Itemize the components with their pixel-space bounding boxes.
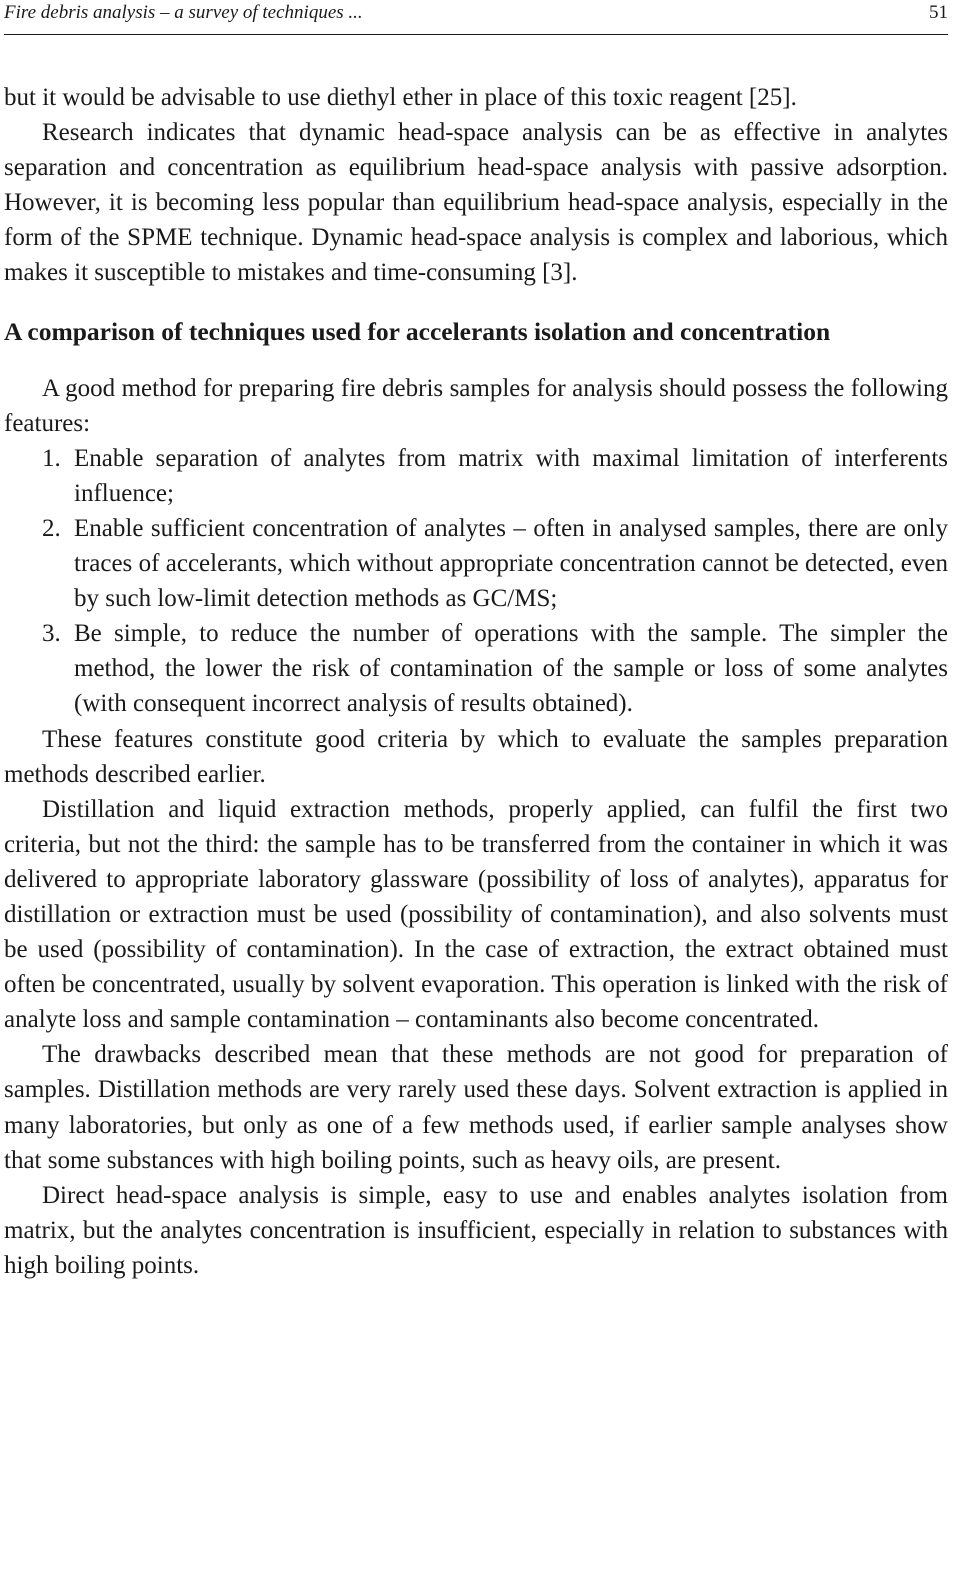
list-item-number: 3. bbox=[42, 620, 61, 648]
paragraph: These features constitute good criteria by which to evaluate the samples preparation methods described earlier. bbox=[4, 725, 948, 788]
list-item-text: Enable sufficient concentration of analytes – often in analysed samples, there are only traces of accelerants, which without appropriate concentration cannot be detected, even by such low-limit detection methods as GC/MS; bbox=[74, 514, 948, 613]
running-header bbox=[4, 0, 948, 26]
list-item bbox=[4, 616, 948, 721]
list-item bbox=[4, 441, 948, 511]
paragraph: but it would be advisable to use diethyl ether in place of this toxic reagent [25]. bbox=[4, 84, 797, 111]
paragraph: Research indicates that dynamic head-space analysis can be as effective in analytes separation and concentration as equilibrium head-space analysis with passive adsorption. However, it is becoming less popular than equilibrium head-space analysis, especially in the form of the SPME technique. Dynamic head-space analysis is complex and laborious, which makes it susceptible to mistakes and time-consuming [3]. bbox=[4, 119, 948, 287]
list-item-text: Be simple, to reduce the number of operations with the sample. The simpler the method, the lower the risk of contamination of the sample or loss of some analytes (with consequent incorrect analysis of results obtained). bbox=[74, 620, 948, 718]
section-heading: A comparison of techniques used for accelerants isolation and concentration bbox=[4, 316, 831, 346]
page-number: 51 bbox=[929, 2, 948, 23]
paragraph: A good method for preparing fire debris samples for analysis should possess the following features: bbox=[4, 374, 948, 437]
feature-list bbox=[4, 441, 948, 722]
paragraph: Distillation and liquid extraction methods, properly applied, can fulfil the first two criteria, but not the third: the sample has to be transferred from the container in which it was delivered to appropriate laboratory glassware (possibility of loss of analytes), apparatus for distillation or extraction must be used (possibility of contamination), and also solvents must be used (possibility of contamination). In the case of extraction, the extract obtained must often be concentrated, usually by solvent evaporation. This operation is linked with the risk of analyte loss and sample contamination – contaminants also become concentrated. bbox=[4, 795, 948, 1034]
list-item bbox=[4, 511, 948, 616]
list-item-text: Enable separation of analytes from matrix with maximal limitation of interferents influence; bbox=[74, 444, 948, 507]
header-rule bbox=[4, 34, 948, 35]
list-item-number: 1. bbox=[42, 444, 61, 472]
running-title: Fire debris analysis – a survey of techniques ... bbox=[4, 2, 363, 23]
paragraph: Direct head-space analysis is simple, easy to use and enables analytes isolation from matrix, but the analytes concentration is insufficient, especially in relation to substances with high boiling points. bbox=[4, 1181, 948, 1279]
article-body bbox=[4, 80, 948, 1283]
paragraph: The drawbacks described mean that these methods are not good for preparation of samples. Distillation methods are very rarely used these days. Solvent extraction is applied in many laboratories, but only as one of a few methods used, if earlier sample analyses show that some substances with high boiling points, such as heavy oils, are present. bbox=[4, 1041, 948, 1174]
list-item-number: 2. bbox=[42, 514, 61, 542]
